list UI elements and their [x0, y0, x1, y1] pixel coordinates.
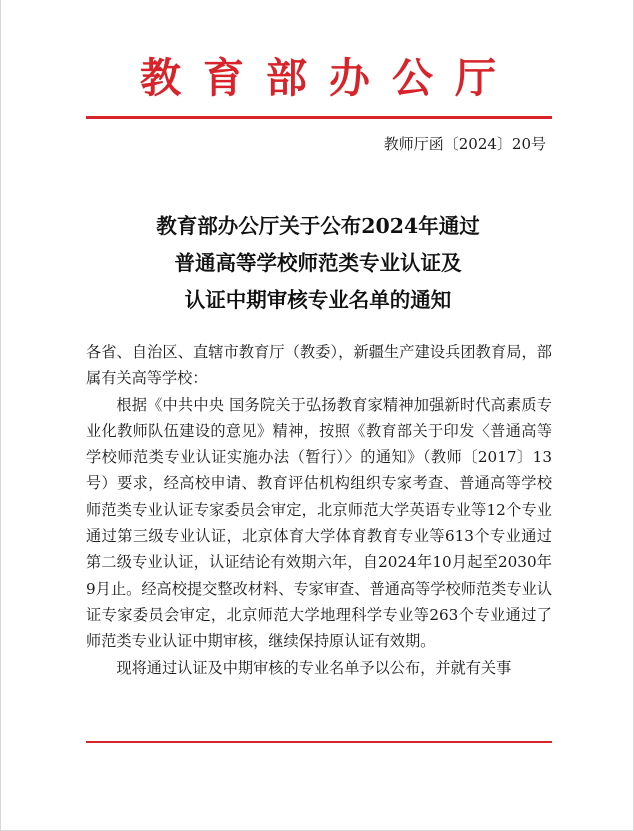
- document-title: [1, 208, 634, 319]
- document-body: [86, 339, 552, 681]
- masthead-red-rule: [86, 116, 552, 119]
- masthead-title: 教育部办公厅: [140, 54, 518, 102]
- document-number: 教师厅函〔2024〕20号: [383, 135, 546, 153]
- bottom-red-rule: [86, 741, 552, 743]
- salutation: 各省、自治区、直辖市教育厅（教委），新疆生产建设兵团教育局，部属有关高等学校：: [86, 343, 552, 388]
- body-paragraph-2: 现将通过认证及中期审核的专业名单予以公布，并就有关事: [116, 658, 512, 677]
- title-line-1: 教育部办公厅关于公布2024年通过: [156, 214, 480, 238]
- title-line-3: 认证中期审核专业名单的通知: [184, 288, 452, 312]
- title-line-2: 普通高等学校师范类专业认证及: [174, 251, 462, 275]
- body-paragraph-1: 根据《中共中央 国务院关于弘扬教育家精神加强新时代高素质专业化教师队伍建设的意见》精神，按照《教育部关于印发〈普通高等学校师范类专业认证实施办法（暂行）〉的通知》（教师〔2017〕13号）要求，经高校申请、教育评估机构组织专家考查、普通高等学校师范类专业认证专家委员会审定，北京师范大学英语专业等12个专业通过第三级专业认证，北京体育大学体育教育专业等613个专业通过第二级专业认证，认证结论有效期六年，自2024年10月起至2030年9月止。经高校提交整改材料、专家审查、普通高等学校师范类专业认证专家委员会审定，北京师范大学地理科学专业等263个专业通过了师范类专业认证中期审核，继续保持原认证有效期。: [86, 395, 552, 651]
